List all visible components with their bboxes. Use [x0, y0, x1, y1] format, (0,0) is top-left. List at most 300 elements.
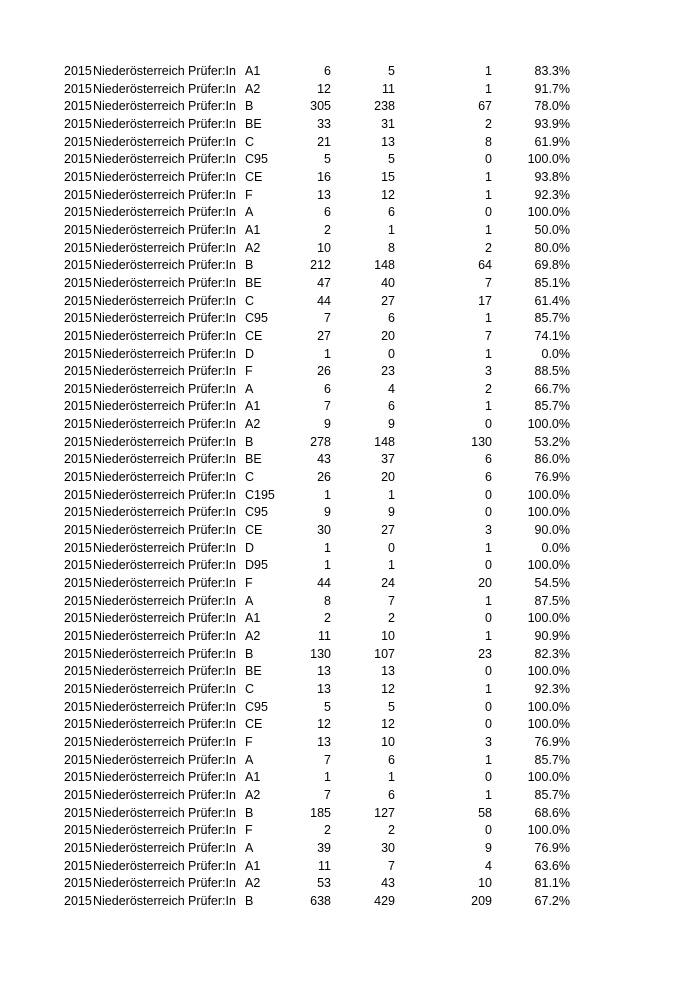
role-cell: Prüfer:In — [188, 576, 236, 591]
passed-cell: 5 — [388, 64, 395, 78]
total-cell: 44 — [317, 293, 331, 308]
pass-rate-cell: 87.5% — [534, 593, 570, 608]
total-cell: 9 — [324, 505, 331, 520]
total-cell: 7 — [324, 399, 331, 414]
state-cell: Niederösterreich — [93, 664, 185, 679]
state-cell: Niederösterreich — [93, 240, 185, 255]
year-cell: 2015 — [64, 487, 92, 502]
failed-cell: 3 — [485, 734, 492, 749]
table-row — [0, 628, 700, 646]
year-cell: 2015 — [64, 629, 92, 643]
failed-cell: 0 — [485, 558, 492, 573]
state-cell: Niederösterreich — [93, 470, 185, 485]
failed-cell: 1 — [485, 399, 492, 414]
total-cell: 21 — [317, 134, 331, 149]
pass-rate-cell: 100.0% — [527, 717, 570, 732]
failed-cell: 1 — [485, 540, 492, 555]
role-cell: Prüfer:In — [188, 487, 236, 502]
failed-cell: 0 — [485, 664, 492, 679]
year-cell: 2015 — [64, 593, 92, 608]
license-class-cell: B — [245, 893, 254, 908]
state-cell: Niederösterreich — [93, 876, 185, 891]
pass-rate-cell: 90.9% — [534, 629, 570, 643]
pass-rate-cell: 76.9% — [534, 734, 570, 749]
failed-cell: 0 — [485, 823, 492, 838]
year-cell: 2015 — [64, 893, 92, 908]
passed-cell: 31 — [381, 116, 395, 131]
passed-cell: 24 — [381, 576, 395, 591]
year-cell: 2015 — [64, 505, 92, 520]
year-cell: 2015 — [64, 611, 92, 626]
license-class-cell: D95 — [245, 558, 268, 573]
state-cell: Niederösterreich — [93, 152, 185, 167]
year-cell: 2015 — [64, 417, 92, 432]
license-class-cell: B — [245, 99, 254, 114]
license-class-cell: C95 — [245, 152, 268, 167]
passed-cell: 5 — [388, 152, 395, 167]
pass-rate-cell: 100.0% — [527, 770, 570, 785]
failed-cell: 17 — [478, 293, 492, 308]
state-cell: Niederösterreich — [93, 487, 185, 502]
pass-rate-cell: 76.9% — [534, 470, 570, 485]
failed-cell: 1 — [485, 629, 492, 643]
failed-cell: 0 — [485, 487, 492, 502]
role-cell: Prüfer:In — [188, 523, 236, 538]
state-cell: Niederösterreich — [93, 399, 185, 414]
pass-rate-cell: 54.5% — [534, 576, 570, 591]
total-cell: 185 — [310, 805, 331, 820]
table-row — [0, 240, 700, 258]
failed-cell: 0 — [485, 152, 492, 167]
state-cell: Niederösterreich — [93, 576, 185, 591]
year-cell: 2015 — [64, 205, 92, 220]
passed-cell: 8 — [388, 240, 395, 255]
license-class-cell: A2 — [245, 81, 261, 96]
total-cell: 12 — [317, 81, 331, 96]
year-cell: 2015 — [64, 823, 92, 838]
table-row — [0, 681, 700, 699]
role-cell: Prüfer:In — [188, 64, 236, 78]
passed-cell: 20 — [381, 470, 395, 485]
license-class-cell: CE — [245, 328, 263, 343]
total-cell: 12 — [317, 717, 331, 732]
year-cell: 2015 — [64, 858, 92, 873]
pass-rate-cell: 82.3% — [534, 646, 570, 661]
failed-cell: 10 — [478, 876, 492, 891]
role-cell: Prüfer:In — [188, 417, 236, 432]
failed-cell: 1 — [485, 81, 492, 96]
license-class-cell: F — [245, 734, 253, 749]
role-cell: Prüfer:In — [188, 681, 236, 696]
passed-cell: 429 — [374, 893, 395, 908]
passed-cell: 2 — [388, 611, 395, 626]
pass-rate-cell: 0.0% — [541, 346, 570, 361]
passed-cell: 12 — [381, 681, 395, 696]
failed-cell: 9 — [485, 840, 492, 855]
pass-rate-cell: 100.0% — [527, 558, 570, 573]
license-class-cell: CE — [245, 717, 263, 732]
license-class-cell: F — [245, 187, 253, 202]
failed-cell: 1 — [485, 222, 492, 237]
role-cell: Prüfer:In — [188, 187, 236, 202]
license-class-cell: BE — [245, 452, 262, 467]
year-cell: 2015 — [64, 311, 92, 326]
table-row — [0, 310, 700, 328]
state-cell: Niederösterreich — [93, 258, 185, 273]
year-cell: 2015 — [64, 840, 92, 855]
year-cell: 2015 — [64, 169, 92, 184]
total-cell: 7 — [324, 311, 331, 326]
year-cell: 2015 — [64, 576, 92, 591]
pass-rate-cell: 92.3% — [534, 681, 570, 696]
passed-cell: 148 — [374, 258, 395, 273]
license-class-cell: B — [245, 434, 254, 449]
passed-cell: 6 — [388, 205, 395, 220]
role-cell: Prüfer:In — [188, 558, 236, 573]
passed-cell: 7 — [388, 593, 395, 608]
pass-rate-cell: 100.0% — [527, 823, 570, 838]
pass-rate-cell: 85.7% — [534, 399, 570, 414]
license-class-cell: CE — [245, 523, 263, 538]
passed-cell: 13 — [381, 664, 395, 679]
role-cell: Prüfer:In — [188, 258, 236, 273]
state-cell: Niederösterreich — [93, 116, 185, 131]
license-class-cell: A2 — [245, 787, 261, 802]
license-class-cell: CE — [245, 169, 263, 184]
failed-cell: 23 — [478, 646, 492, 661]
pass-rate-cell: 90.0% — [534, 523, 570, 538]
role-cell: Prüfer:In — [188, 452, 236, 467]
total-cell: 212 — [310, 258, 331, 273]
total-cell: 2 — [324, 823, 331, 838]
passed-cell: 10 — [381, 734, 395, 749]
license-class-cell: B — [245, 646, 254, 661]
state-cell: Niederösterreich — [93, 417, 185, 432]
role-cell: Prüfer:In — [188, 646, 236, 661]
year-cell: 2015 — [64, 275, 92, 290]
year-cell: 2015 — [64, 752, 92, 767]
passed-cell: 6 — [388, 311, 395, 326]
table-row — [0, 716, 700, 734]
role-cell: Prüfer:In — [188, 805, 236, 820]
pass-rate-cell: 85.7% — [534, 752, 570, 767]
total-cell: 43 — [317, 452, 331, 467]
pass-rate-cell: 93.8% — [534, 169, 570, 184]
failed-cell: 1 — [485, 346, 492, 361]
table-row — [0, 134, 700, 152]
passed-cell: 9 — [388, 417, 395, 432]
role-cell: Prüfer:In — [188, 787, 236, 802]
year-cell: 2015 — [64, 470, 92, 485]
table-row — [0, 646, 700, 664]
table-row — [0, 469, 700, 487]
year-cell: 2015 — [64, 699, 92, 714]
table-row — [0, 398, 700, 416]
role-cell: Prüfer:In — [188, 629, 236, 643]
state-cell: Niederösterreich — [93, 134, 185, 149]
failed-cell: 1 — [485, 169, 492, 184]
license-class-cell: F — [245, 364, 253, 379]
failed-cell: 67 — [478, 99, 492, 114]
pass-rate-cell: 53.2% — [534, 434, 570, 449]
table-row — [0, 610, 700, 628]
state-cell: Niederösterreich — [93, 787, 185, 802]
state-cell: Niederösterreich — [93, 505, 185, 520]
passed-cell: 12 — [381, 187, 395, 202]
year-cell: 2015 — [64, 558, 92, 573]
failed-cell: 6 — [485, 452, 492, 467]
pass-rate-cell: 85.1% — [534, 275, 570, 290]
year-cell: 2015 — [64, 81, 92, 96]
total-cell: 16 — [317, 169, 331, 184]
state-cell: Niederösterreich — [93, 752, 185, 767]
passed-cell: 238 — [374, 99, 395, 114]
state-cell: Niederösterreich — [93, 558, 185, 573]
license-class-cell: C — [245, 134, 255, 149]
year-cell: 2015 — [64, 116, 92, 131]
role-cell: Prüfer:In — [188, 840, 236, 855]
role-cell: Prüfer:In — [188, 611, 236, 626]
license-class-cell: A — [245, 593, 254, 608]
state-cell: Niederösterreich — [93, 434, 185, 449]
passed-cell: 15 — [381, 169, 395, 184]
pass-rate-cell: 100.0% — [527, 505, 570, 520]
pass-rate-cell: 74.1% — [534, 328, 570, 343]
total-cell: 638 — [310, 893, 331, 908]
pass-rate-cell: 61.9% — [534, 134, 570, 149]
total-cell: 27 — [317, 328, 331, 343]
table-row — [0, 346, 700, 364]
passed-cell: 43 — [381, 876, 395, 891]
year-cell: 2015 — [64, 99, 92, 114]
state-cell: Niederösterreich — [93, 81, 185, 96]
passed-cell: 7 — [388, 858, 395, 873]
total-cell: 8 — [324, 593, 331, 608]
total-cell: 2 — [324, 222, 331, 237]
year-cell: 2015 — [64, 681, 92, 696]
passed-cell: 9 — [388, 505, 395, 520]
license-class-cell: A1 — [245, 858, 261, 873]
failed-cell: 2 — [485, 240, 492, 255]
role-cell: Prüfer:In — [188, 311, 236, 326]
failed-cell: 1 — [485, 593, 492, 608]
pass-rate-cell: 67.2% — [534, 893, 570, 908]
license-class-cell: A1 — [245, 64, 261, 78]
state-cell: Niederösterreich — [93, 770, 185, 785]
passed-cell: 107 — [374, 646, 395, 661]
role-cell: Prüfer:In — [188, 876, 236, 891]
year-cell: 2015 — [64, 434, 92, 449]
pass-rate-cell: 86.0% — [534, 452, 570, 467]
total-cell: 26 — [317, 470, 331, 485]
failed-cell: 0 — [485, 699, 492, 714]
failed-cell: 1 — [485, 752, 492, 767]
failed-cell: 3 — [485, 523, 492, 538]
license-class-cell: A1 — [245, 611, 261, 626]
table-row — [0, 557, 700, 575]
total-cell: 26 — [317, 364, 331, 379]
total-cell: 5 — [324, 699, 331, 714]
year-cell: 2015 — [64, 646, 92, 661]
failed-cell: 3 — [485, 364, 492, 379]
year-cell: 2015 — [64, 258, 92, 273]
pass-rate-cell: 88.5% — [534, 364, 570, 379]
failed-cell: 1 — [485, 787, 492, 802]
year-cell: 2015 — [64, 770, 92, 785]
pass-rate-cell: 63.6% — [534, 858, 570, 873]
pass-rate-cell: 78.0% — [534, 99, 570, 114]
year-cell: 2015 — [64, 523, 92, 538]
table-row — [0, 169, 700, 187]
pass-rate-cell: 100.0% — [527, 205, 570, 220]
total-cell: 44 — [317, 576, 331, 591]
year-cell: 2015 — [64, 787, 92, 802]
failed-cell: 0 — [485, 611, 492, 626]
total-cell: 305 — [310, 99, 331, 114]
year-cell: 2015 — [64, 381, 92, 396]
state-cell: Niederösterreich — [93, 629, 185, 643]
role-cell: Prüfer:In — [188, 752, 236, 767]
role-cell: Prüfer:In — [188, 770, 236, 785]
state-cell: Niederösterreich — [93, 540, 185, 555]
license-class-cell: A1 — [245, 770, 261, 785]
state-cell: Niederösterreich — [93, 681, 185, 696]
license-class-cell: A2 — [245, 629, 261, 643]
state-cell: Niederösterreich — [93, 346, 185, 361]
passed-cell: 10 — [381, 629, 395, 643]
license-class-cell: D — [245, 346, 255, 361]
role-cell: Prüfer:In — [188, 275, 236, 290]
pass-rate-cell: 76.9% — [534, 840, 570, 855]
table-row — [0, 575, 700, 593]
state-cell: Niederösterreich — [93, 364, 185, 379]
table-row — [0, 504, 700, 522]
table-row — [0, 204, 700, 222]
table-row — [0, 81, 700, 99]
passed-cell: 6 — [388, 399, 395, 414]
failed-cell: 0 — [485, 205, 492, 220]
pass-rate-cell: 91.7% — [534, 81, 570, 96]
passed-cell: 6 — [388, 787, 395, 802]
pass-rate-cell: 85.7% — [534, 787, 570, 802]
license-class-cell: A1 — [245, 222, 261, 237]
pass-rate-cell: 81.1% — [534, 876, 570, 891]
total-cell: 30 — [317, 523, 331, 538]
passed-cell: 0 — [388, 540, 395, 555]
table-row — [0, 875, 700, 893]
total-cell: 1 — [324, 487, 331, 502]
role-cell: Prüfer:In — [188, 81, 236, 96]
passed-cell: 1 — [388, 222, 395, 237]
total-cell: 1 — [324, 540, 331, 555]
failed-cell: 0 — [485, 717, 492, 732]
role-cell: Prüfer:In — [188, 152, 236, 167]
license-class-cell: D — [245, 540, 255, 555]
failed-cell: 58 — [478, 805, 492, 820]
license-class-cell: C95 — [245, 311, 268, 326]
failed-cell: 1 — [485, 187, 492, 202]
table-row — [0, 363, 700, 381]
license-class-cell: A1 — [245, 399, 261, 414]
state-cell: Niederösterreich — [93, 328, 185, 343]
year-cell: 2015 — [64, 452, 92, 467]
passed-cell: 1 — [388, 487, 395, 502]
passed-cell: 0 — [388, 346, 395, 361]
failed-cell: 130 — [471, 434, 492, 449]
year-cell: 2015 — [64, 187, 92, 202]
pass-rate-cell: 61.4% — [534, 293, 570, 308]
year-cell: 2015 — [64, 805, 92, 820]
license-class-cell: F — [245, 823, 253, 838]
role-cell: Prüfer:In — [188, 823, 236, 838]
license-class-cell: C95 — [245, 699, 268, 714]
state-cell: Niederösterreich — [93, 823, 185, 838]
pass-rate-cell: 92.3% — [534, 187, 570, 202]
passed-cell: 1 — [388, 770, 395, 785]
pass-rate-cell: 69.8% — [534, 258, 570, 273]
license-class-cell: A — [245, 381, 254, 396]
state-cell: Niederösterreich — [93, 293, 185, 308]
failed-cell: 20 — [478, 576, 492, 591]
license-class-cell: BE — [245, 664, 262, 679]
total-cell: 5 — [324, 152, 331, 167]
year-cell: 2015 — [64, 399, 92, 414]
state-cell: Niederösterreich — [93, 275, 185, 290]
year-cell: 2015 — [64, 293, 92, 308]
total-cell: 130 — [310, 646, 331, 661]
state-cell: Niederösterreich — [93, 611, 185, 626]
table-row — [0, 63, 700, 81]
role-cell: Prüfer:In — [188, 858, 236, 873]
passed-cell: 148 — [374, 434, 395, 449]
spreadsheet-table — [0, 63, 700, 911]
table-row — [0, 663, 700, 681]
state-cell: Niederösterreich — [93, 593, 185, 608]
role-cell: Prüfer:In — [188, 99, 236, 114]
year-cell: 2015 — [64, 876, 92, 891]
license-class-cell: C — [245, 470, 255, 485]
role-cell: Prüfer:In — [188, 664, 236, 679]
total-cell: 7 — [324, 787, 331, 802]
passed-cell: 6 — [388, 752, 395, 767]
role-cell: Prüfer:In — [188, 505, 236, 520]
role-cell: Prüfer:In — [188, 134, 236, 149]
table-row — [0, 98, 700, 116]
license-class-cell: C — [245, 681, 255, 696]
table-row — [0, 275, 700, 293]
role-cell: Prüfer:In — [188, 540, 236, 555]
total-cell: 13 — [317, 734, 331, 749]
role-cell: Prüfer:In — [188, 293, 236, 308]
pass-rate-cell: 80.0% — [534, 240, 570, 255]
license-class-cell: B — [245, 258, 254, 273]
role-cell: Prüfer:In — [188, 116, 236, 131]
year-cell: 2015 — [64, 664, 92, 679]
total-cell: 6 — [324, 64, 331, 78]
passed-cell: 37 — [381, 452, 395, 467]
passed-cell: 13 — [381, 134, 395, 149]
total-cell: 6 — [324, 381, 331, 396]
table-row — [0, 840, 700, 858]
license-class-cell: C95 — [245, 505, 268, 520]
role-cell: Prüfer:In — [188, 381, 236, 396]
state-cell: Niederösterreich — [93, 64, 185, 78]
role-cell: Prüfer:In — [188, 240, 236, 255]
role-cell: Prüfer:In — [188, 205, 236, 220]
license-class-cell: C — [245, 293, 255, 308]
passed-cell: 1 — [388, 558, 395, 573]
license-class-cell: A — [245, 205, 254, 220]
